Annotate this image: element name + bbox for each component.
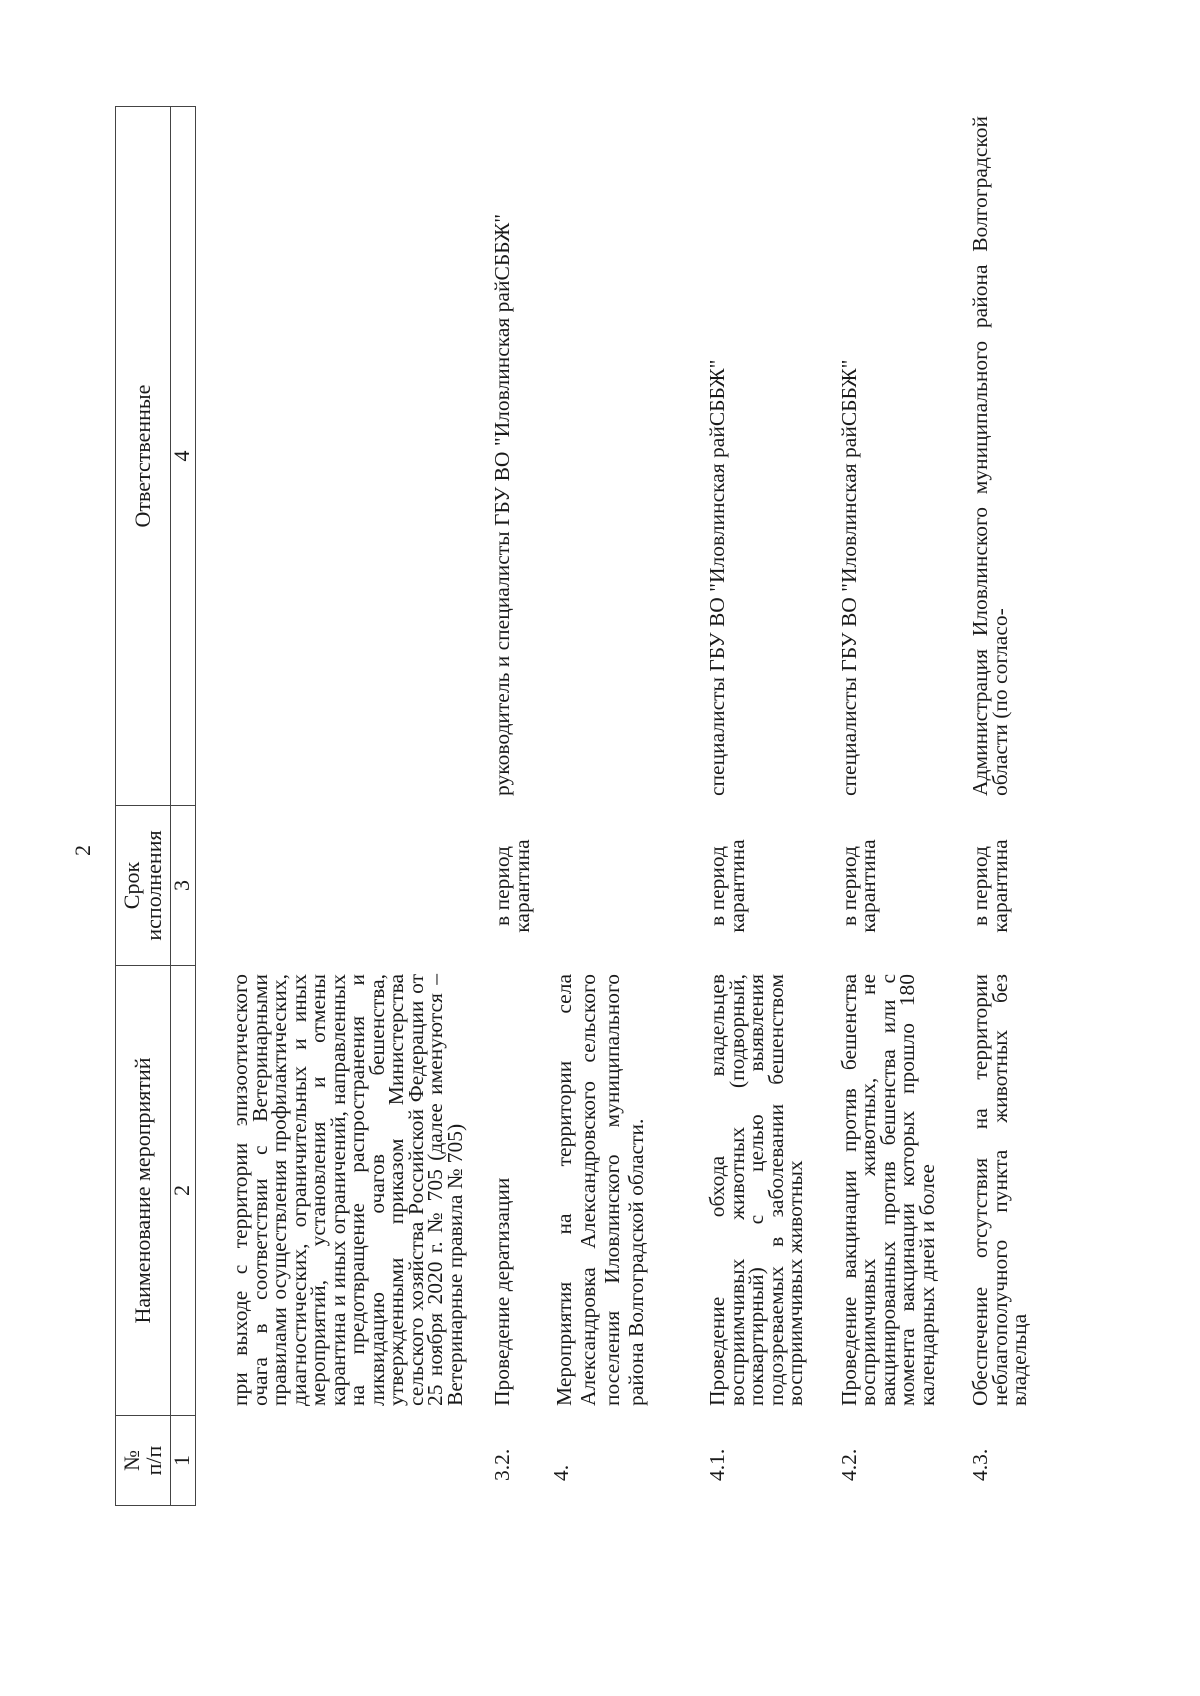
row-name: Проведение обхода владельцев восприимчивых животных (подворный, поквартирный) с целью выявления подозреваемых в заболевании бешенством восприимчивых животных [705,974,807,1406]
row-name: Проведение дератизации [490,1177,514,1406]
row-name: Обеспечение отсутствия на территории неблагополучного пункта животных без владельца [968,974,1031,1406]
row-number: 4.1. [705,1448,729,1481]
header-number-line2: п/п [141,1445,166,1476]
row-responsible [552,106,648,806]
row-number: 4.2. [836,1448,861,1481]
row-number: 4.3. [968,1448,992,1481]
page-number: 2 [70,845,95,856]
column-number-4: 4 [170,106,196,806]
row-responsible: специалисты ГБУ ВО "Иловлинская райСББЖ" [705,359,729,796]
header-number [115,1416,170,1506]
header-responsible: Ответственные [115,106,170,806]
header-term-line2: исполнения [141,830,166,941]
row-term [552,806,648,966]
row-number: 3.2. [490,1448,514,1481]
row-responsible: руководитель и специалисты ГБУ ВО "Иловлинская райСББЖ" [490,213,514,796]
row-term: в период карантина [490,839,534,933]
header-term-line1: Срок [119,861,144,910]
row-responsible [196,106,465,806]
column-number-1: 1 [170,1416,196,1506]
header-number-line1: № [119,1450,144,1471]
row-term: в период карантина [705,839,749,933]
row-name: при выходе с территории эпизоотического очага в соответствии с Ветеринарными правилами осуществления профилактических, диагностических, ограничительных и иных мероприятий, установления и отмены карантина и иных ограничений, направленных на предотвращение распространения и ликвидацию очагов бешенства, утвержденными приказом Министерства сельского хозяйства Российской Федерации от 25 ноября 2020 г. № 705 (далее именуются – Ветеринарные правила № 705) [228,974,467,1406]
row-term [196,806,465,966]
row-name: Мероприятия на территории села Александровка Александровского сельского поселения Иловлинского муниципального района Волгоградской области. [552,974,648,1406]
row-number: 4. [549,1464,573,1481]
header-name: Наименование мероприятий [115,966,170,1416]
header-term [115,806,170,966]
row-name: Проведение вакцинации против бешенства восприимчивых животных, не вакцинированных против бешенства или с момента вакцинации которых прошло 180 календарных дней и более [836,974,939,1406]
row-responsible: специалисты ГБУ ВО "Иловлинская райСББЖ" [836,359,861,796]
measures-table [115,106,1030,1506]
column-number-2: 2 [170,966,196,1416]
row-number [196,1416,465,1506]
row-term: в период карантина [968,839,1012,933]
row-term: в период карантина [836,839,880,933]
column-number-3: 3 [170,806,196,966]
row-responsible: Администрация Иловлинского муниципального района Волгоградской области (по согласо- [968,116,1012,796]
